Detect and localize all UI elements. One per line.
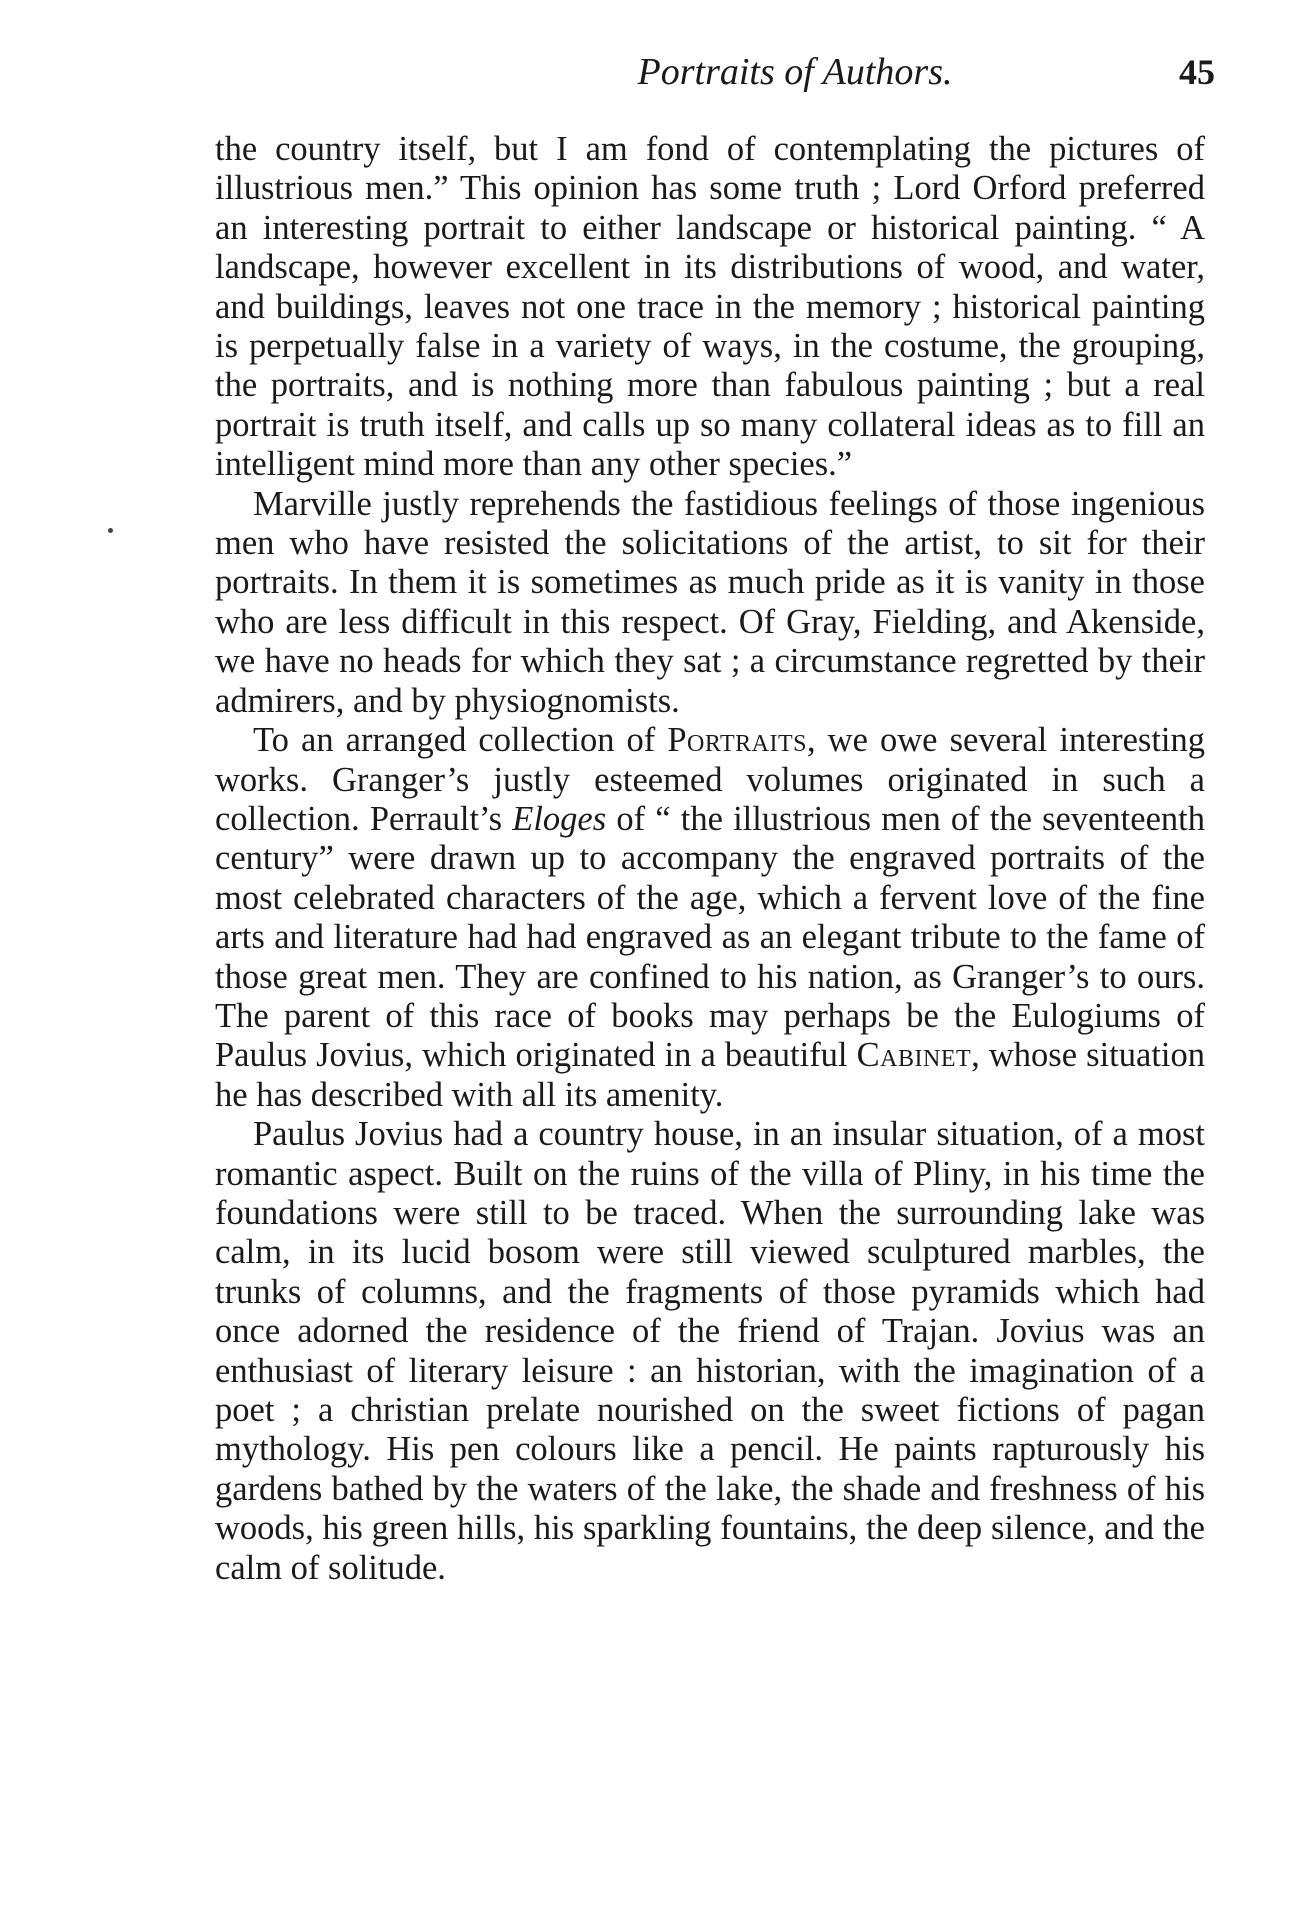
paragraph-p2: [215, 485, 1205, 721]
small-caps-text: Portraits: [667, 721, 807, 760]
running-head: [215, 44, 1215, 100]
body-text: [215, 130, 1205, 1588]
paragraph-text: Marville justly reprehends the fastidious feelings of those ingenious men who have resisted the solicitations of the artist, to sit for their portraits. In them it is sometimes as much pride as it is vanity in those who are less difficult in this respect. Of Gray, Fielding, and Akenside, we have no heads for which they sat ; a circumstance regretted by their admirers, and by physiognomists.: [215, 484, 1205, 720]
paragraph-p4: [215, 1115, 1205, 1588]
paragraph-text: Paulus Jovius had a country house, in an insular situation, of a most romantic aspect. Built on the ruins of the villa of Pliny, in his time the foundations were still to be traced. When the surrounding lake was calm, in its lucid bosom were still viewed sculptured marbles, the trunks of columns, and the fragments of those pyramids which had once adorned the residence of the friend of Trajan. Jovius was an enthusiast of literary leisure : an historian, with the imagination of a poet ; a christian prelate nourished on the sweet fictions of pagan mythology. His pen colours like a pencil. He paints rapturously his gardens bathed by the waters of the lake, the shade and freshness of his woods, his green hills, his sparkling fountains, the deep silence, and the calm of solitude.: [215, 1115, 1205, 1587]
paragraph-p1: [215, 130, 1205, 485]
small-caps-text: Cabinet: [856, 1036, 972, 1075]
paragraph-text: , we owe several interesting works. Granger’s justly esteemed volumes originated in such a collection. Perrault’s: [215, 721, 1205, 838]
paragraph-p3: [215, 721, 1205, 1115]
italic-text: Eloges: [512, 799, 607, 838]
running-title: Portraits of Authors.: [637, 51, 953, 93]
paragraph-text: To an arranged collection of: [253, 721, 668, 760]
paragraph-text: , whose situation he has described with all its amenity.: [215, 1036, 1205, 1114]
paragraph-text: the country itself, but I am fond of contemplating the pictures of illustrious men.” This opinion has some truth ; Lord Orford preferred an interesting portrait to either landscape or historical painting. “ A landscape, however excellent in its distributions of wood, and water, and buildings, leaves not one trace in the memory ; historical painting is perpetually false in a variety of ways, in the costume, the grouping, the portraits, and is nothing more than fabulous painting ; but a real portrait is truth itself, and calls up so many collateral ideas as to fill an intelligent mind more than any other species.”: [215, 130, 1205, 484]
paragraph-text: of “ the illustrious men of the seventeenth century” were drawn up to accompany the engraved portraits of the most celebrated characters of the age, which a fervent love of the fine arts and literature had had engraved as an elegant tribute to the fame of those great men. They are confined to his nation, as Granger’s to ours. The parent of this race of books may perhaps be the Eulogiums of Paulus Jovius, which originated in a beautiful: [215, 799, 1205, 1075]
page-number: 45: [1179, 52, 1215, 92]
margin-speck: [108, 528, 113, 533]
